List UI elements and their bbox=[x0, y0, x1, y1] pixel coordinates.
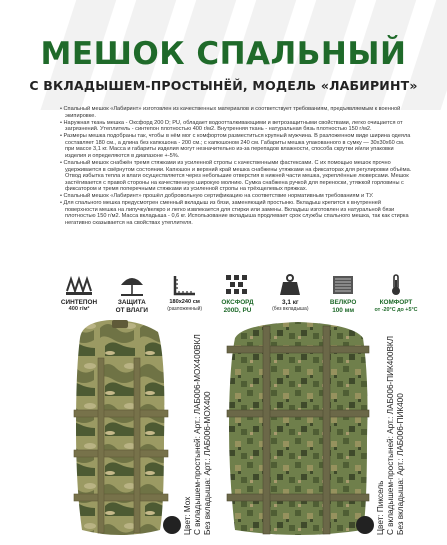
brand-logo-icon bbox=[163, 516, 181, 534]
description bbox=[60, 106, 413, 227]
feature-sublabel: (разложенный) bbox=[167, 306, 203, 312]
caption-text bbox=[183, 334, 213, 535]
feature-weight bbox=[269, 272, 311, 312]
feature-sublabel: 200D, PU bbox=[223, 307, 252, 314]
description-paragraph: • Для спального мешка предусмотрен сменный вкладыш из бязи, заменяющий простыню. Вкладыш крепится к внутренней поверхности мешка на липучку/велкро и легко извлекается для стирки или замены. Вкладыш изготовлен из натуральной бязи плотностью 150 г/м2. Масса вкладыша - 0,6 кг. Использование вкладыша продлевает срок службы спального мешка, так как стирка негативно сказывается на свойствах утеплителя. bbox=[60, 200, 413, 226]
caption-article-without-liner: Без вкладыша: Арт.: ЛАБ006-ПИК400 bbox=[396, 393, 405, 535]
brand-logo-icon bbox=[356, 516, 374, 534]
caption-text bbox=[376, 336, 406, 535]
feature-sublabel: (без вкладыша) bbox=[272, 306, 309, 312]
thermometer-icon bbox=[381, 272, 411, 298]
feature-comfort bbox=[375, 272, 417, 314]
feature-sublabel: от -20°С до +5°С bbox=[374, 307, 418, 313]
feature-sublabel: 400 г/м² bbox=[68, 306, 90, 312]
ruler-icon bbox=[170, 272, 200, 298]
product-caption-pixel bbox=[376, 330, 405, 535]
feature-label: СИНТЕПОН bbox=[60, 299, 98, 306]
feature-label: 3,1 кг bbox=[282, 299, 299, 306]
feature-sublabel: 100 мм bbox=[332, 307, 355, 314]
description-paragraph: • Размеры мешка подобраны так, чтобы в нём мог с комфортом разместиться крупный мужчина. В разложенном виде ширина одеяла составляет 180 см., а длина без капюшона - 200 см.; с капюшоном 240 см. Габариты мешка упакованного в сумку — 30х30х60 см. при массе 3,1 кг. Масса и габариты изделия могут незначительно из-за перепадов влажности, способа скрутки и/или упаковки изделия и определяются в диапазоне +-5%. bbox=[60, 133, 413, 159]
caption-color: Цвет: Пиксель bbox=[376, 480, 385, 535]
product-image-pixel bbox=[223, 318, 373, 540]
fabric-icon bbox=[222, 272, 252, 298]
caption-article-without-liner: Без вкладыша: Арт.: ЛАБ006-МОХ400 bbox=[203, 391, 212, 535]
feature-label: 180х240 см bbox=[169, 299, 200, 305]
page-title: МЕШОК СПАЛЬНЫЙ bbox=[40, 36, 407, 72]
caption-article-with-liner: С вкладышем-простыней: Арт.: ЛАБ006-ПИК400ВКЛ bbox=[386, 335, 395, 535]
feature-size bbox=[164, 272, 206, 312]
caption-article-with-liner: С вкладышем-простыней: Арт.: ЛАБ006-МОХ400ВКЛ bbox=[193, 334, 202, 535]
description-paragraph: • Спальный мешок снабжён тремя стяжками из усиленной стропы с качественными фастексами. С их помощью мешок прочно удерживается в свёрнутом состоянии. Капюшон и верхний край мешка снабжены утяжками на фиксаторах для регулировки объёма. Отвод избытка тепла и влаги осуществляется через небольшие отверстия в нижней части мешка, укреплённые люверсами. Мешок застёгивается с правой стороны на качественную широкую молнию. Сумка снабжена ручкой для переноски, утяжкой горловины с фиксатором и тремя поперечными стяжками из усиленной стропы на трёхщелевых пряжках. bbox=[60, 160, 413, 193]
insulation-icon bbox=[64, 272, 94, 298]
description-paragraph: • Наружная ткань мешка - Оксфорд 200 D; PU, обладает водоотталкивающими и ветрозащитными свойствами, легко очищается от загрязнений. Утеплитель - синтепон плотностью 400 г/м2. Внутренняя ткань - натуральная бязь плотностью 150 г/м2. bbox=[60, 120, 413, 133]
feature-fabric bbox=[216, 272, 258, 314]
description-paragraph: • Спальный мешок «Лабиринт» изготовлен из качественных материалов и соответствует требованиям, предъявляемым к военной экипировке. bbox=[60, 106, 413, 119]
feature-label: ОКСФОРД bbox=[221, 299, 254, 306]
feature-label: ВЕЛКРО bbox=[329, 299, 357, 306]
caption-color: Цвет: Мох bbox=[183, 496, 192, 535]
weight-icon bbox=[275, 272, 305, 298]
feature-moisture bbox=[111, 272, 153, 314]
feature-insulation bbox=[58, 272, 100, 312]
feature-label: ЗАЩИТА bbox=[117, 299, 146, 306]
product-caption-moss bbox=[183, 330, 212, 535]
product-image-moss bbox=[60, 318, 180, 540]
velcro-icon bbox=[328, 272, 358, 298]
feature-label: КОМФОРТ bbox=[379, 299, 413, 306]
feature-sublabel: ОТ ВЛАГИ bbox=[115, 307, 149, 314]
feature-velcro bbox=[322, 272, 364, 314]
page-subtitle: С ВКЛАДЫШЕМ-ПРОСТЫНЁЙ, МОДЕЛЬ «ЛАБИРИНТ» bbox=[29, 78, 418, 93]
feature-icons bbox=[58, 272, 417, 324]
umbrella-icon bbox=[117, 272, 147, 298]
description-paragraph: • Спальный мешок «Лабиринт» прошёл добровольную сертификацию на соответствие нормативным требованиям и ТУ. bbox=[60, 193, 413, 200]
